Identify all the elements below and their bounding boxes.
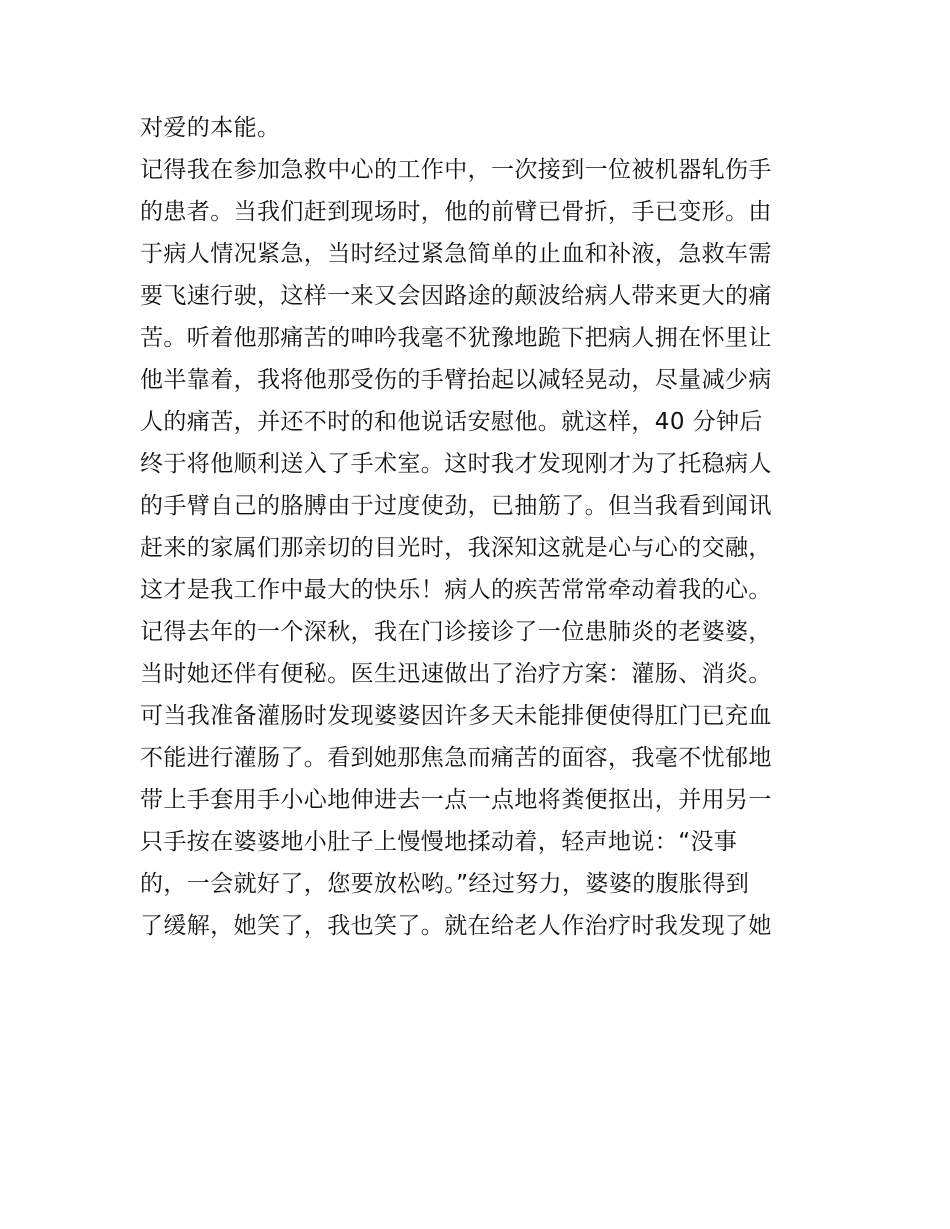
text-line: 他半靠着，我将他那受伤的手臂抬起以减轻晃动，尽量减少病 (140, 367, 772, 393)
text-line: 不能进行灌肠了。看到她那焦急而痛苦的面容，我毫不忧郁地 (140, 745, 772, 771)
text-line: 带上手套用手小心地伸进去一点一点地将粪便抠出，并用另一 (140, 787, 772, 813)
text-line: 的手臂自己的胳膊由于过度使劲，已抽筋了。但当我看到闻讯 (140, 493, 772, 519)
text-line: 要飞速行驶，这样一来又会因路途的颠波给病人带来更大的痛 (140, 283, 772, 309)
text-line: 记得我在参加急救中心的工作中，一次接到一位被机器轧伤手 (140, 157, 772, 183)
text-line: 对爱的本能。 (140, 115, 281, 141)
text-line: 终于将他顺利送入了手术室。这时我才发现刚才为了托稳病人 (140, 451, 772, 477)
text-line: 记得去年的一个深秋，我在门诊接诊了一位患肺炎的老婆婆， (140, 619, 772, 645)
text-line: 当时她还伴有便秘。医生迅速做出了治疗方案：灌肠、消炎。 (140, 661, 772, 687)
text-line: 了缓解，她笑了，我也笑了。就在给老人作治疗时我发现了她 (140, 913, 772, 939)
text-line: 可当我准备灌肠时发现婆婆因许多天未能排便使得肛门已充血 (140, 703, 772, 729)
body-text (140, 107, 820, 947)
text-line: 这才是我工作中最大的快乐！病人的疾苦常常牵动着我的心。 (140, 577, 772, 603)
text-line: 的，一会就好了，您要放松哟。”经过努力，婆婆的腹胀得到 (140, 871, 750, 897)
text-line: 的患者。当我们赶到现场时，他的前臂已骨折，手已变形。由 (140, 199, 772, 225)
text-line: 只手按在婆婆地小肚子上慢慢地揉动着，轻声地说：“没事 (140, 829, 738, 855)
text-line: 苦。听着他那痛苦的呻吟我毫不犹豫地跪下把病人拥在怀里让 (140, 325, 772, 351)
text-line: 人的痛苦，并还不时的和他说话安慰他。就这样，40 分钟后 (140, 409, 763, 435)
text-line: 于病人情况紧急，当时经过紧急简单的止血和补液，急救车需 (140, 241, 772, 267)
text-line: 赶来的家属们那亲切的目光时，我深知这就是心与心的交融， (140, 535, 772, 561)
